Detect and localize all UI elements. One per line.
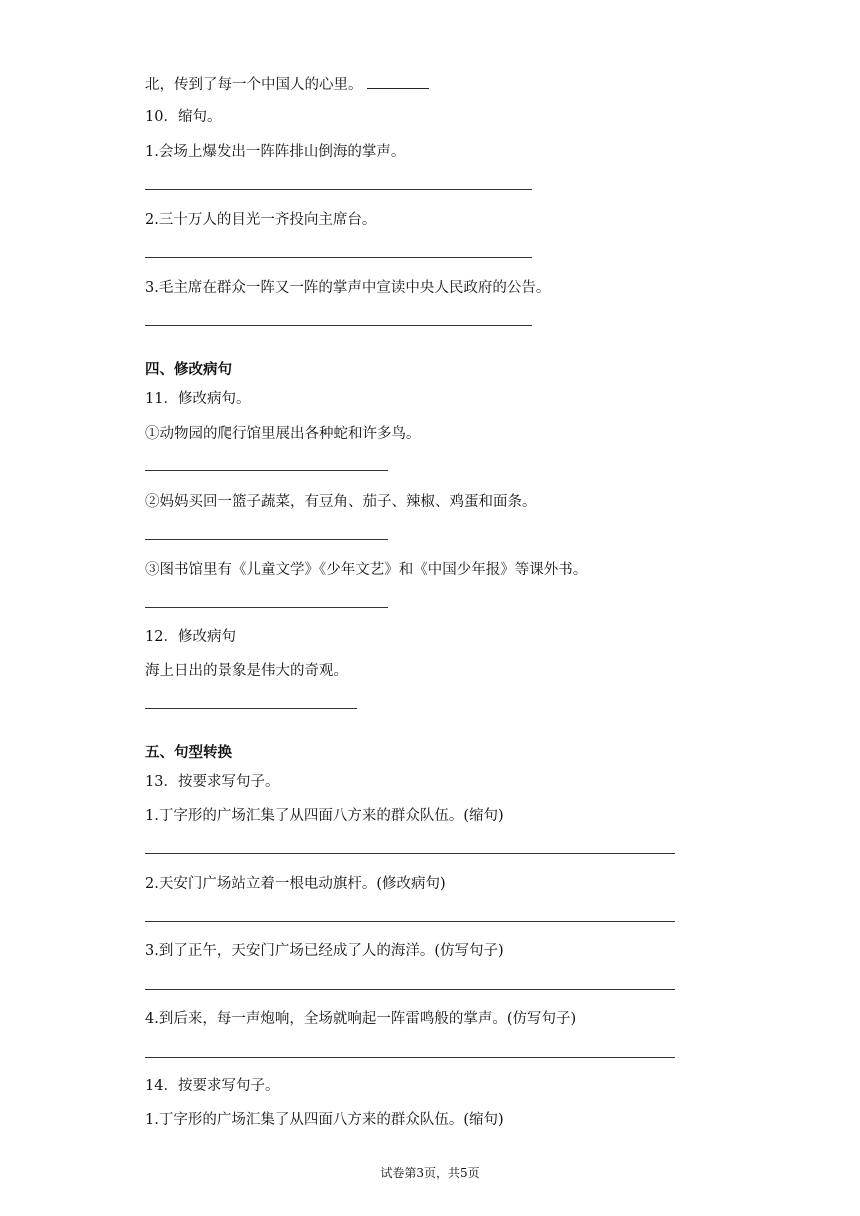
answer-line[interactable] <box>145 921 675 922</box>
question-13-item-1: 1.丁字形的广场汇集了从四面八方来的群众队伍。(缩句) <box>145 808 504 824</box>
answer-line[interactable] <box>145 189 532 190</box>
answer-line[interactable] <box>145 989 675 990</box>
question-11-title: 11．修改病句。 <box>145 391 251 407</box>
text-line <box>145 74 429 95</box>
question-12-title: 12．修改病句 <box>145 629 236 645</box>
answer-line[interactable] <box>145 853 675 854</box>
answer-line[interactable] <box>145 1057 675 1058</box>
question-13-title: 13．按要求写句子。 <box>145 774 280 790</box>
question-13-item-3: 3.到了正午，天安门广场已经成了人的海洋。(仿写句子) <box>145 943 504 959</box>
answer-line[interactable] <box>145 470 388 471</box>
answer-line[interactable] <box>145 708 357 709</box>
question-11-item-2: ②妈妈买回一篮子蔬菜，有豆角、茄子、辣椒、鸡蛋和面条。 <box>145 494 537 510</box>
question-13-item-2: 2.天安门广场站立着一根电动旗杆。(修改病句) <box>145 876 446 892</box>
continued-sentence: 北，传到了每一个中国人的心里。 <box>145 77 363 93</box>
question-14-title: 14．按要求写句子。 <box>145 1078 280 1094</box>
page-footer: 试卷第3页，共5页 <box>380 1166 480 1180</box>
answer-line[interactable] <box>145 539 388 540</box>
question-10-title: 10．缩句。 <box>145 109 222 125</box>
question-13-item-4: 4.到后来，每一声炮响，全场就响起一阵雷鸣般的掌声。(仿写句子) <box>145 1011 577 1027</box>
question-14-item-1: 1.丁字形的广场汇集了从四面八方来的群众队伍。(缩句) <box>145 1112 504 1128</box>
question-10-item-1: 1.会场上爆发出一阵阵排山倒海的掌声。 <box>145 144 406 160</box>
section-4-heading: 四、修改病句 <box>145 362 232 378</box>
question-11-item-3: ③图书馆里有《儿童文学》《少年文艺》和《中国少年报》等课外书。 <box>145 562 588 578</box>
question-12-item-1: 海上日出的景象是伟大的奇观。 <box>145 663 348 679</box>
question-11-item-1: ①动物园的爬行馆里展出各种蛇和许多鸟。 <box>145 426 421 442</box>
answer-line[interactable] <box>145 257 532 258</box>
section-5-heading: 五、句型转换 <box>145 745 232 761</box>
answer-line[interactable] <box>145 607 388 608</box>
answer-line[interactable] <box>145 325 532 326</box>
question-10-item-2: 2.三十万人的目光一齐投向主席台。 <box>145 212 377 228</box>
question-10-item-3: 3.毛主席在群众一阵又一阵的掌声中宣读中央人民政府的公告。 <box>145 280 551 296</box>
answer-blank[interactable] <box>367 74 429 89</box>
